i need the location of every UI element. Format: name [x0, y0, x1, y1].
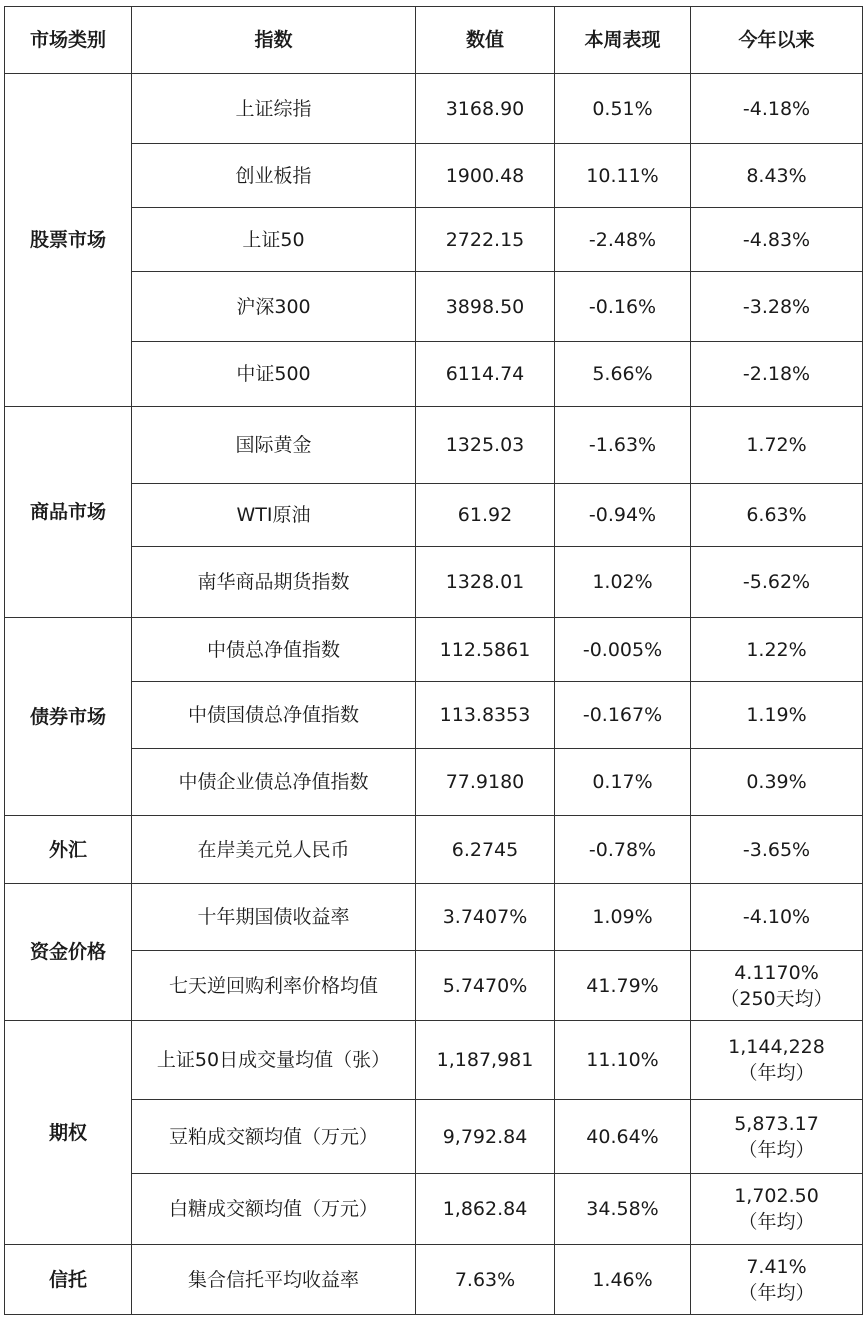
index-name-cell: 沪深300 — [132, 272, 416, 342]
week-change-cell: 11.10% — [555, 1021, 691, 1100]
table-row — [5, 74, 863, 144]
ytd-cell — [691, 618, 863, 682]
index-name-cell: 中债企业债总净值指数 — [132, 749, 416, 816]
value-cell: 6114.74 — [416, 342, 555, 407]
table-row — [5, 749, 863, 816]
value-cell: 6.2745 — [416, 816, 555, 884]
category-cell: 资金价格 — [5, 884, 132, 1021]
index-name-cell: 十年期国债收益率 — [132, 884, 416, 951]
value-cell: 1,862.84 — [416, 1174, 555, 1245]
table-row — [5, 407, 863, 484]
table-row — [5, 484, 863, 547]
header-ytd: 今年以来 — [691, 7, 863, 74]
week-change-cell: 0.17% — [555, 749, 691, 816]
ytd-note: （年均） — [738, 1211, 815, 1233]
market-summary-table — [4, 6, 863, 1315]
ytd-note: （年均） — [738, 1062, 815, 1084]
table-row — [5, 884, 863, 951]
index-name-cell: 在岸美元兑人民币 — [132, 816, 416, 884]
ytd-value: 1,702.50 — [734, 1185, 819, 1207]
ytd-value: -3.28% — [742, 295, 811, 318]
index-name-cell: 中债国债总净值指数 — [132, 682, 416, 749]
ytd-cell — [691, 1021, 863, 1100]
ytd-value: 4.1170% — [734, 961, 819, 984]
ytd-cell — [691, 272, 863, 342]
value-cell: 2722.15 — [416, 208, 555, 272]
ytd-note: （年均） — [738, 1281, 815, 1304]
week-change-cell: 41.79% — [555, 951, 691, 1021]
ytd-value: -3.65% — [742, 838, 811, 861]
ytd-value: 1.22% — [746, 638, 807, 661]
table-row — [5, 682, 863, 749]
ytd-cell — [691, 1100, 863, 1174]
index-name-cell: 中证500 — [132, 342, 416, 407]
week-change-cell: 40.64% — [555, 1100, 691, 1174]
ytd-value: 1.72% — [746, 434, 807, 456]
value-cell: 5.7470% — [416, 951, 555, 1021]
header-row — [5, 7, 863, 74]
table-row — [5, 144, 863, 208]
value-cell: 1,187,981 — [416, 1021, 555, 1100]
ytd-value: 0.39% — [746, 771, 807, 793]
category-cell: 债券市场 — [5, 618, 132, 816]
index-name-cell: 创业板指 — [132, 144, 416, 208]
ytd-value: 7.41% — [746, 1255, 807, 1278]
week-change-cell: 10.11% — [555, 144, 691, 208]
header-index: 指数 — [132, 7, 416, 74]
table-row — [5, 1174, 863, 1245]
week-change-cell: 1.02% — [555, 547, 691, 618]
week-change-cell: 5.66% — [555, 342, 691, 407]
ytd-cell — [691, 144, 863, 208]
ytd-value: -4.83% — [742, 228, 811, 251]
table-row — [5, 618, 863, 682]
ytd-cell — [691, 342, 863, 407]
market-summary-table-container — [4, 6, 863, 1315]
table-row — [5, 951, 863, 1021]
ytd-cell — [691, 682, 863, 749]
week-change-cell: -0.94% — [555, 484, 691, 547]
index-name-cell: WTI原油 — [132, 484, 416, 547]
value-cell: 1325.03 — [416, 407, 555, 484]
week-change-cell: 1.46% — [555, 1245, 691, 1315]
ytd-cell — [691, 547, 863, 618]
ytd-cell — [691, 884, 863, 951]
category-cell: 期权 — [5, 1021, 132, 1245]
table-row — [5, 1100, 863, 1174]
ytd-note: （250天均） — [720, 987, 833, 1010]
ytd-value: 6.63% — [746, 504, 807, 526]
category-cell: 股票市场 — [5, 74, 132, 407]
week-change-cell: -0.16% — [555, 272, 691, 342]
ytd-value: -2.18% — [742, 363, 811, 385]
category-cell: 信托 — [5, 1245, 132, 1315]
table-row — [5, 1021, 863, 1100]
index-name-cell: 南华商品期货指数 — [132, 547, 416, 618]
index-name-cell: 集合信托平均收益率 — [132, 1245, 416, 1315]
ytd-cell — [691, 208, 863, 272]
ytd-note: （年均） — [738, 1138, 815, 1161]
value-cell: 112.5861 — [416, 618, 555, 682]
week-change-cell: -0.167% — [555, 682, 691, 749]
ytd-value: -5.62% — [742, 571, 811, 593]
value-cell: 3898.50 — [416, 272, 555, 342]
ytd-cell — [691, 407, 863, 484]
week-change-cell: 34.58% — [555, 1174, 691, 1245]
week-change-cell: 0.51% — [555, 74, 691, 144]
ytd-value: 8.43% — [746, 164, 807, 187]
table-row — [5, 342, 863, 407]
ytd-value: 1,144,228 — [728, 1036, 825, 1058]
table-body — [5, 74, 863, 1315]
ytd-cell — [691, 951, 863, 1021]
index-name-cell: 上证50 — [132, 208, 416, 272]
value-cell: 7.63% — [416, 1245, 555, 1315]
header-week: 本周表现 — [555, 7, 691, 74]
index-name-cell: 上证50日成交量均值（张） — [132, 1021, 416, 1100]
ytd-cell — [691, 1245, 863, 1315]
value-cell: 77.9180 — [416, 749, 555, 816]
index-name-cell: 白糖成交额均值（万元） — [132, 1174, 416, 1245]
ytd-value: 1.19% — [746, 704, 807, 726]
week-change-cell: -2.48% — [555, 208, 691, 272]
index-name-cell: 豆粕成交额均值（万元） — [132, 1100, 416, 1174]
week-change-cell: -1.63% — [555, 407, 691, 484]
table-row — [5, 816, 863, 884]
week-change-cell: -0.78% — [555, 816, 691, 884]
ytd-cell — [691, 816, 863, 884]
ytd-value: -4.10% — [742, 906, 811, 928]
ytd-cell — [691, 74, 863, 144]
week-change-cell: 1.09% — [555, 884, 691, 951]
week-change-cell: -0.005% — [555, 618, 691, 682]
header-category: 市场类别 — [5, 7, 132, 74]
table-row — [5, 547, 863, 618]
index-name-cell: 上证综指 — [132, 74, 416, 144]
value-cell: 9,792.84 — [416, 1100, 555, 1174]
table-row — [5, 272, 863, 342]
header-value: 数值 — [416, 7, 555, 74]
ytd-cell — [691, 484, 863, 547]
table-row — [5, 1245, 863, 1315]
index-name-cell: 中债总净值指数 — [132, 618, 416, 682]
ytd-value: 5,873.17 — [734, 1112, 819, 1135]
table-row — [5, 208, 863, 272]
value-cell: 3.7407% — [416, 884, 555, 951]
category-cell: 外汇 — [5, 816, 132, 884]
value-cell: 1328.01 — [416, 547, 555, 618]
category-cell: 商品市场 — [5, 407, 132, 618]
ytd-cell — [691, 749, 863, 816]
value-cell: 113.8353 — [416, 682, 555, 749]
ytd-cell — [691, 1174, 863, 1245]
index-name-cell: 七天逆回购利率价格均值 — [132, 951, 416, 1021]
value-cell: 1900.48 — [416, 144, 555, 208]
ytd-value: -4.18% — [742, 97, 811, 120]
value-cell: 61.92 — [416, 484, 555, 547]
index-name-cell: 国际黄金 — [132, 407, 416, 484]
value-cell: 3168.90 — [416, 74, 555, 144]
